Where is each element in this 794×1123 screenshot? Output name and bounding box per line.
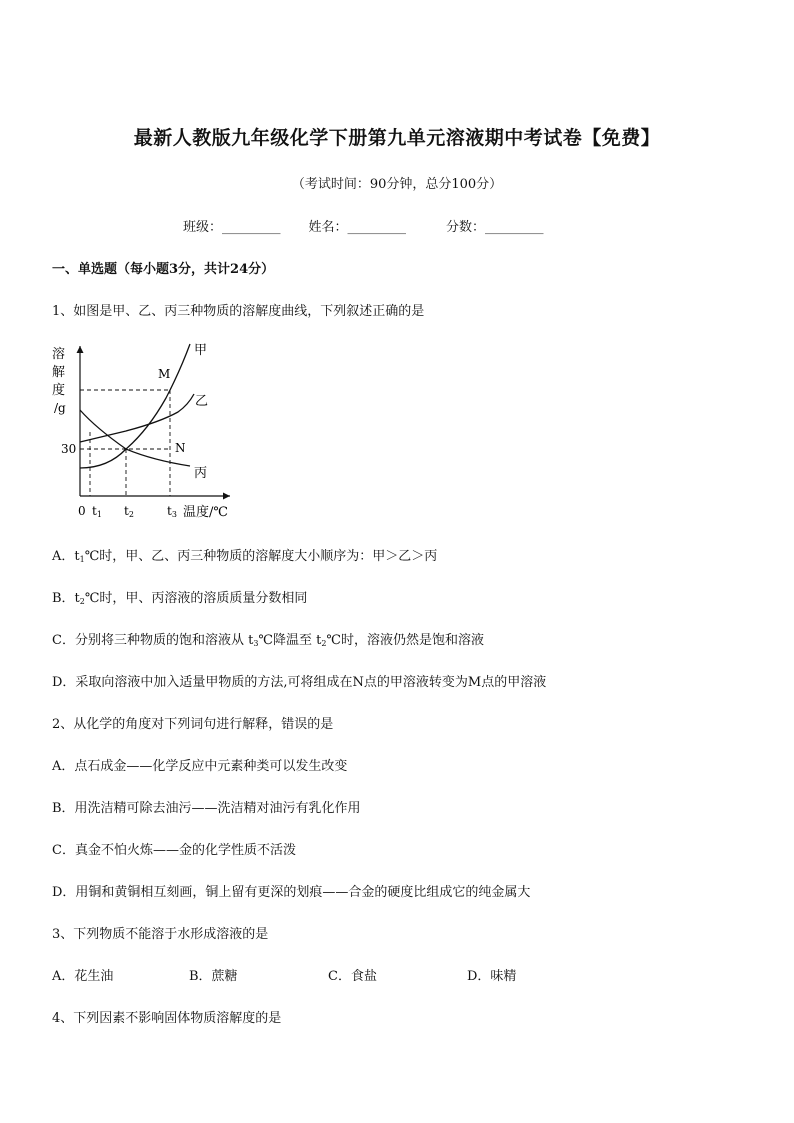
- class-field[interactable]: 班级：_________: [183, 220, 281, 235]
- guide-lines: [80, 390, 170, 496]
- x-tick-t2: t2: [124, 504, 134, 519]
- curve-label-bing: 丙: [194, 466, 208, 481]
- x-axis-label: 温度/℃: [183, 505, 228, 520]
- q3-option-b[interactable]: B．蔗糖: [189, 969, 238, 984]
- y-label-char: 度: [52, 383, 66, 398]
- q2-option-c[interactable]: C．真金不怕火炼——金的化学性质不活泼: [52, 843, 296, 858]
- question-2-stem: 2、从化学的角度对下列词句进行解释，错误的是: [52, 717, 334, 732]
- x-tick-t1: t1: [92, 504, 102, 519]
- q3-option-d[interactable]: D．味精: [467, 969, 517, 984]
- solubility-curve-figure: [48, 336, 248, 526]
- q2-option-d[interactable]: D．用铜和黄铜相互刻画，铜上留有更深的划痕——合金的硬度比组成它的纯金属大: [52, 885, 531, 900]
- y-label-char: /g: [54, 401, 66, 415]
- curve-yi: [80, 394, 194, 442]
- q3-option-a[interactable]: A．花生油: [52, 969, 114, 984]
- point-label-n: N: [175, 441, 186, 455]
- score-field[interactable]: 分数：_________: [446, 220, 544, 235]
- question-1-stem: 1、如图是甲、乙、丙三种物质的溶解度曲线，下列叙述正确的是: [52, 304, 425, 319]
- y-label-char: 溶: [52, 347, 66, 362]
- student-info-fields: [183, 216, 572, 235]
- question-3-stem: 3、下列物质不能溶于水形成溶液的是: [52, 927, 269, 942]
- section-heading: 一、单选题（每小题3分，共计24分）: [52, 262, 275, 277]
- q3-option-c[interactable]: C．食盐: [328, 969, 377, 984]
- q1-option-d[interactable]: D．采取向溶液中加入适量甲物质的方法,可将组成在N点的甲溶液转变为M点的甲溶液: [52, 675, 547, 690]
- y-tick-label: 30: [61, 442, 77, 456]
- name-field[interactable]: 姓名：_________: [308, 220, 407, 235]
- curve-label-yi: 乙: [195, 394, 209, 409]
- q1-option-a[interactable]: A．$t_1℃$时，甲、乙、丙三种物质的溶解度大小顺序为：甲＞乙＞丙: [52, 549, 438, 564]
- q1-option-c[interactable]: C．分别将三种物质的饱和溶液从 $t_3℃$降温至 $t_2℃$时，溶液仍然是饱和溶液: [52, 633, 484, 648]
- q2-option-b[interactable]: B．用洗洁精可除去油污——洗洁精对油污有乳化作用: [52, 801, 361, 816]
- q2-option-a[interactable]: A．点石成金——化学反应中元素种类可以发生改变: [52, 759, 348, 774]
- page-title: 最新人教版九年级化学下册第九单元溶液期中考试卷【免费】: [133, 127, 661, 149]
- y-label-char: 解: [52, 365, 66, 380]
- x-tick-t3: t3: [167, 504, 177, 519]
- exam-info: （考试时间：90分钟，总分100分）: [291, 177, 503, 192]
- q1-option-b[interactable]: B．$t_2℃$时，甲、丙溶液的溶质质量分数相同: [52, 591, 308, 606]
- origin-label: 0: [78, 504, 86, 518]
- curve-label-jia: 甲: [194, 343, 208, 358]
- question-4-stem: 4、下列因素不影响固体物质溶解度的是: [52, 1011, 282, 1026]
- point-label-m: M: [158, 367, 171, 381]
